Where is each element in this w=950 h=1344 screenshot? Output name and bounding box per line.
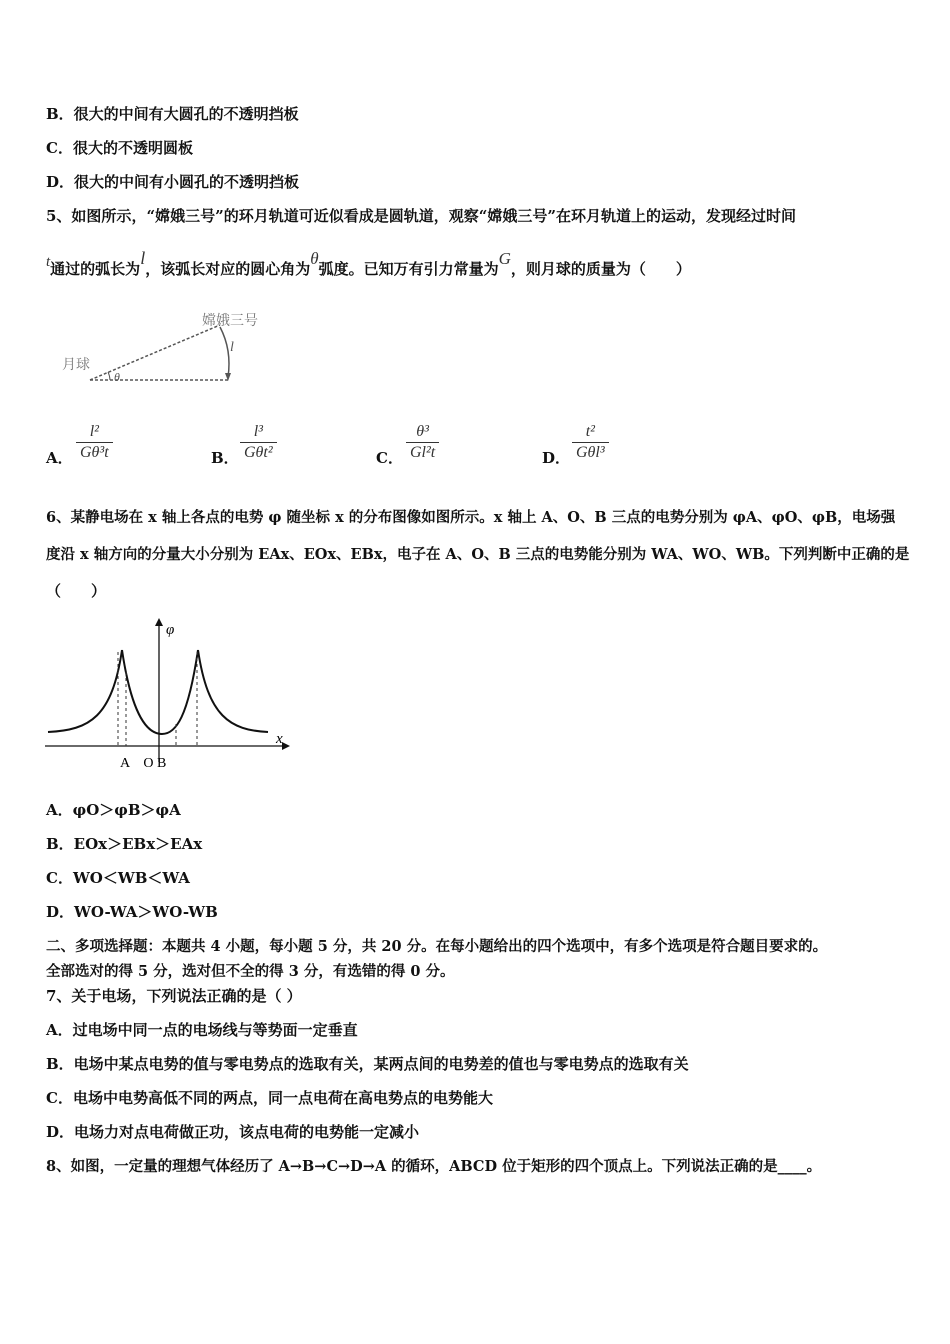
probe-label: 嫦娥三号 (202, 313, 258, 329)
q4-option-d: D．很大的中间有小圆孔的不透明挡板 (46, 173, 300, 191)
q5-stem-line1: 5、如图所示，“嫦娥三号”的环月轨道可近似看成是圆轨道，观察“嫦娥三号”在环月轨道上的运动，发现经过时间 (46, 207, 796, 225)
q7-option-d: D．电场力对点电荷做正功，该点电荷的电势能一定减小 (46, 1123, 420, 1141)
q5-choice-b-label: B． (211, 449, 239, 467)
moon-label: 月球 (62, 357, 90, 373)
q5-var-l: l (140, 248, 146, 268)
q6-stem-line3: （ ） (46, 582, 107, 600)
q5-stem-line2: t通过的弧长为l，该弧长对应的圆心角为θ弧度。已知万有引力常量为G，则月球的质量为（ ） (46, 248, 691, 278)
q6-option-b: B．EOx＞EBx＞EAx (46, 835, 203, 853)
q5-choice-d-label: D． (542, 449, 571, 467)
q6-stem-line1: 6、某静电场在 x 轴上各点的电势 φ 随坐标 x 的分布图像如图所示。x 轴上 A、O、B 三点的电势分别为 φA、φO、φB，电场强 (46, 509, 896, 526)
q5-choice-d-fraction: t² Gθl³ (572, 423, 609, 462)
q5-choice-c-fraction: θ³ Gl²t (406, 423, 439, 462)
section2-heading-line1: 二、多项选择题：本题共 4 小题，每小题 5 分，共 20 分。在每小题给出的四个选项中，有多个选项是符合题目要求的。 (46, 938, 828, 955)
q5-var-theta: θ (310, 249, 319, 268)
q4-option-c: C．很大的不透明圆板 (46, 139, 193, 157)
q5-choice-a-label: A． (46, 449, 73, 467)
q7-stem: 7、关于电场，下列说法正确的是（ ） (46, 987, 302, 1005)
y-axis-label: φ (166, 622, 175, 638)
q7-option-a: A．过电场中同一点的电场线与等势面一定垂直 (46, 1021, 358, 1039)
q6-potential-graph (40, 612, 300, 772)
q6-option-a: A．φO＞φB＞φA (46, 801, 181, 819)
point-labels: A O B (120, 756, 167, 771)
q8-stem: 8、如图，一定量的理想气体经历了 A→B→C→D→A 的循环，ABCD 位于矩形的四个顶点上。下列说法正确的是____。 (46, 1158, 822, 1175)
q7-option-b: B．电场中某点电势的值与零电势点的选取有关，某两点间的电势差的值也与零电势点的选取有关 (46, 1055, 689, 1073)
q5-choice-b-fraction: l³ Gθt² (240, 423, 277, 462)
q4-option-b: B．很大的中间有大圆孔的不透明挡板 (46, 105, 299, 123)
q5-orbit-figure (60, 305, 280, 395)
q5-var-t: t (46, 254, 51, 270)
arc-label: l (230, 340, 234, 355)
angle-label: θ (114, 370, 120, 384)
q6-stem-line2: 度沿 x 轴方向的分量大小分别为 EAx、EOx、EBx，电子在 A、O、B 三点的电势能分别为 WA、WO、WB。下列判断中正确的是 (46, 546, 910, 563)
q7-option-c: C．电场中电势高低不同的两点，同一点电荷在高电势点的电势能大 (46, 1089, 493, 1107)
x-axis-label: x (276, 731, 283, 747)
q5-choice-a-fraction: l² Gθ³t (76, 423, 113, 462)
q6-option-d: D．WO-WA＞WO-WB (46, 903, 218, 921)
q5-choice-c-label: C． (376, 449, 403, 467)
q5-var-G: G (498, 249, 511, 268)
q6-option-c: C．WO＜WB＜WA (46, 869, 190, 887)
section2-heading-line2: 全部选对的得 5 分，选对但不全的得 3 分，有选错的得 0 分。 (46, 963, 455, 980)
